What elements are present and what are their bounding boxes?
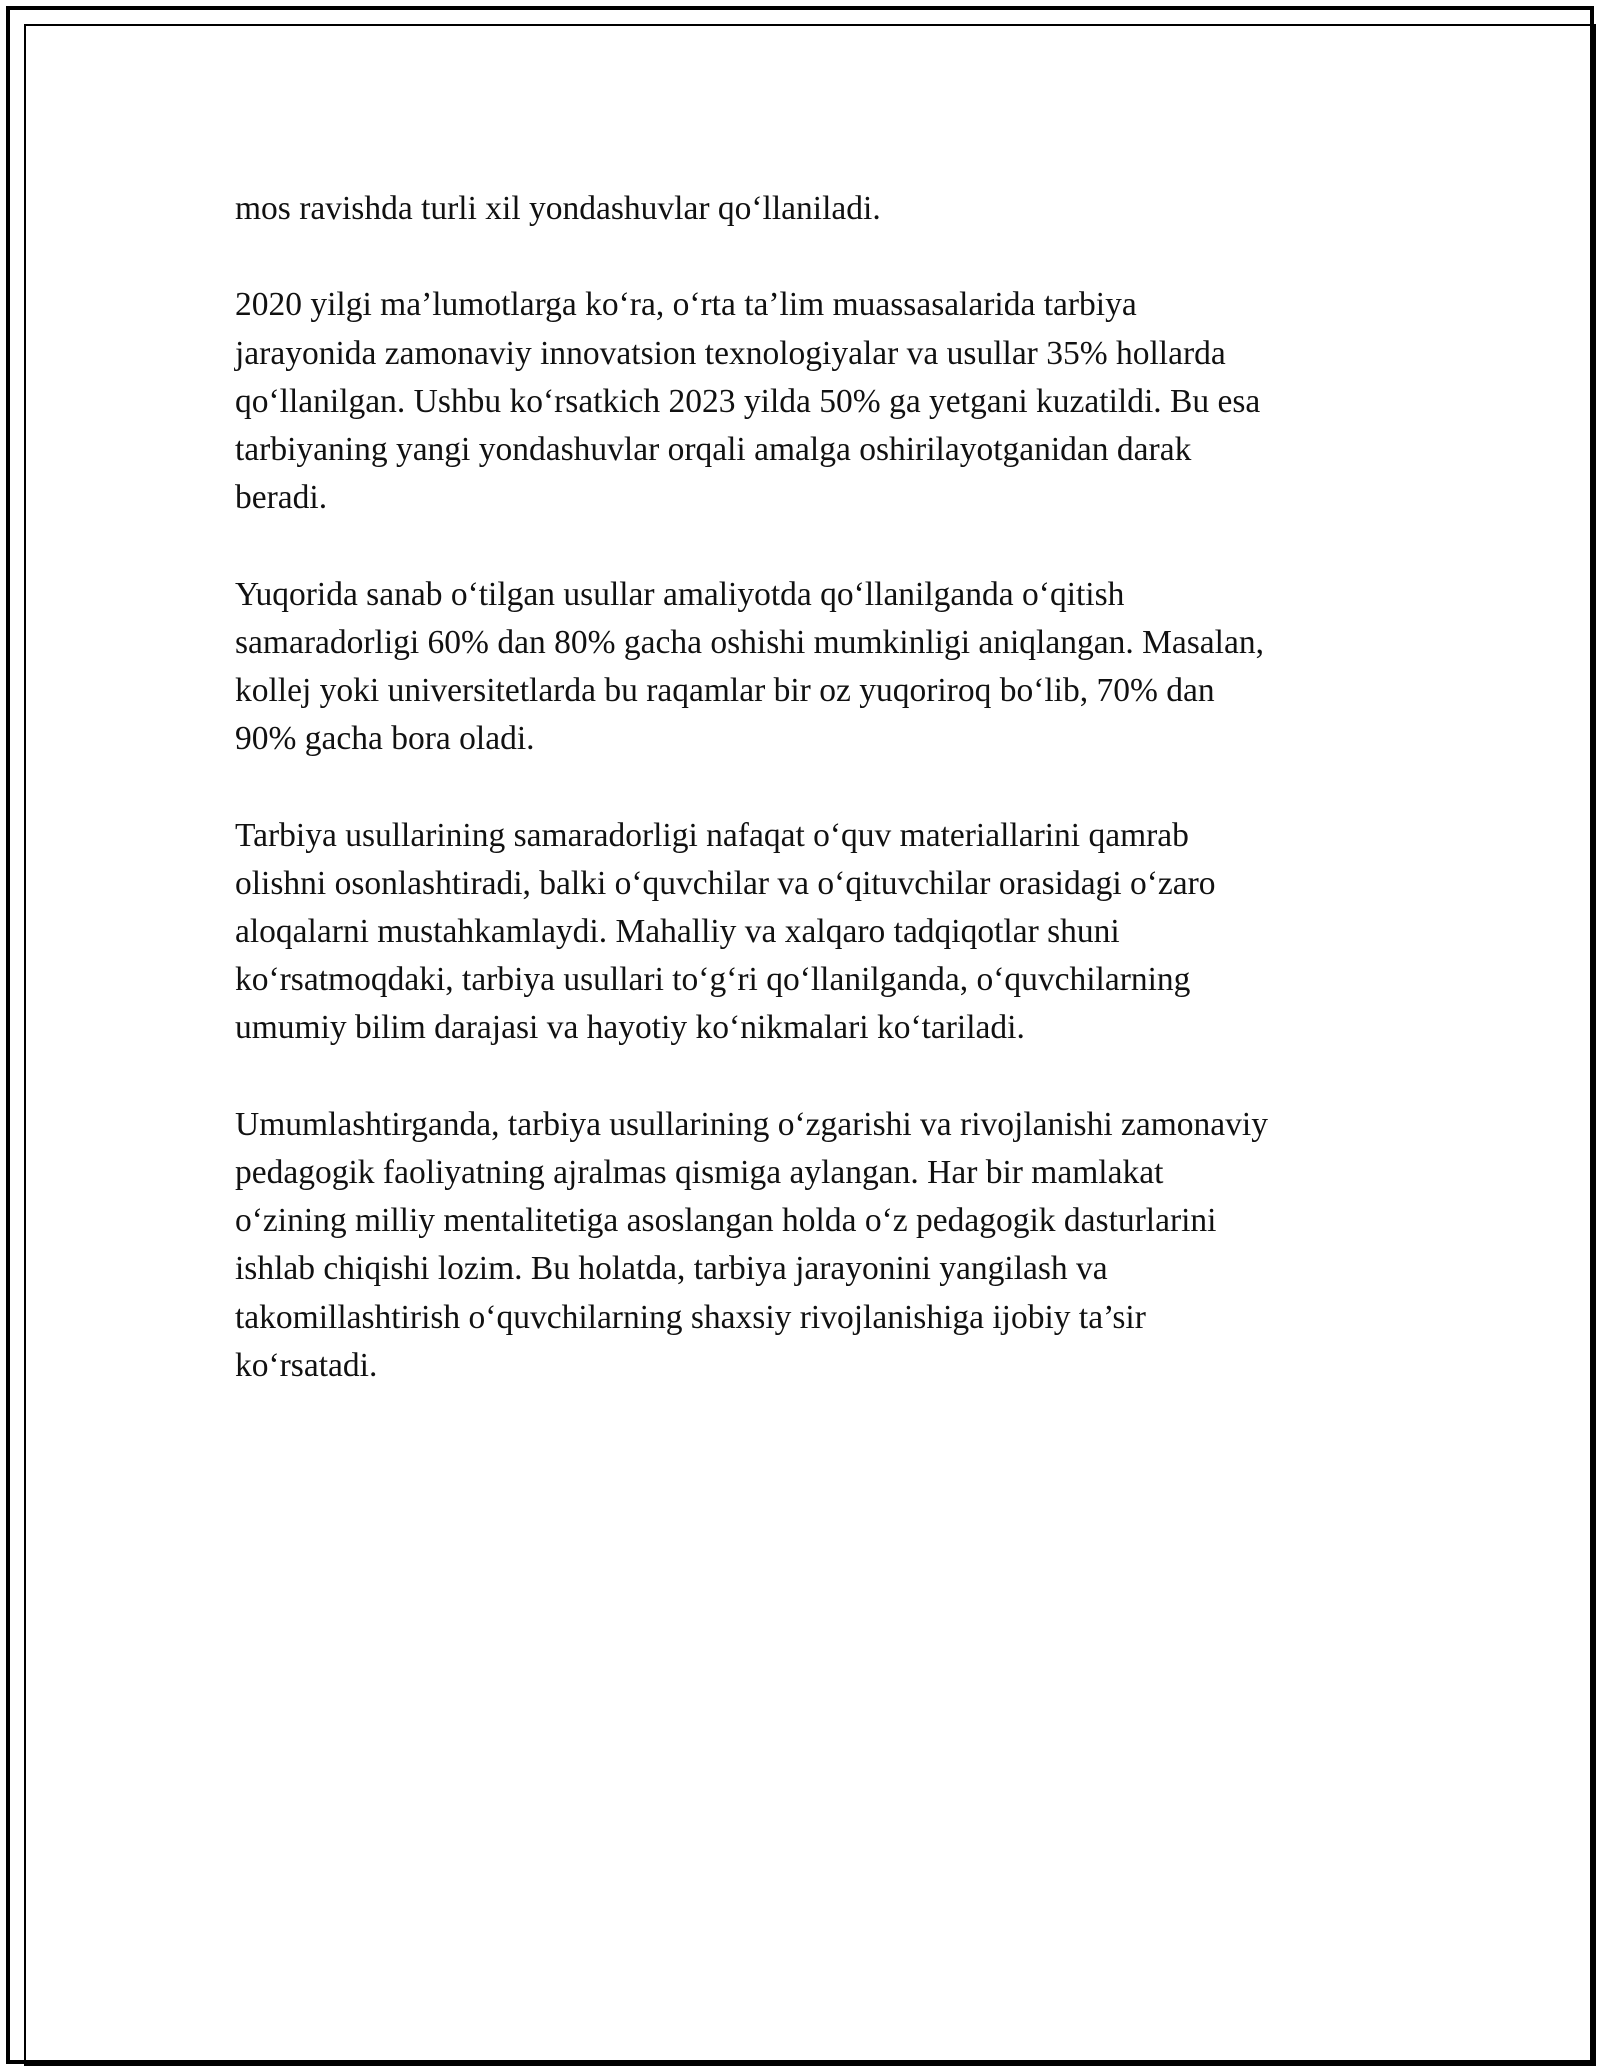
text-line: samaradorligi 60% dan 80% gacha oshishi mumkinligi aniqlangan. Masalan, <box>235 623 1264 661</box>
text-line: beradi. <box>235 479 328 517</box>
text-line: qo‘llanilgan. Ushbu ko‘rsatkich 2023 yilda 50% ga yetgani kuzatildi. Bu esa <box>235 382 1261 420</box>
text-line: 90% gacha bora oladi. <box>235 720 535 758</box>
text-line: mos ravishda turli xil yondashuvlar qo‘llaniladi. <box>235 190 881 227</box>
text-line: Tarbiya usullarining samaradorligi nafaqat o‘quv materiallarini qamrab <box>235 816 1189 854</box>
text-line: ko‘rsatmoqdaki, tarbiya usullari to‘g‘ri qo‘llanilganda, o‘quvchilarning <box>235 961 1191 999</box>
paragraph-5 <box>235 1101 1395 1390</box>
paragraph-2 <box>235 281 1395 522</box>
text-line: 2020 yilgi ma’lumotlarga ko‘ra, o‘rta ta’lim muassasalarida tarbiya <box>235 286 1137 324</box>
text-line: jarayonida zamonaviy innovatsion texnologiyalar va usullar 35% hollarda <box>235 334 1226 372</box>
text-line: Yuqorida sanab o‘tilgan usullar amaliyotda qo‘llanilganda o‘qitish <box>235 575 1125 613</box>
text-line: kollej yoki universitetlarda bu raqamlar bir oz yuqoriroq bo‘lib, 70% dan <box>235 672 1215 709</box>
text-line: pedagogik faoliyatning ajralmas qismiga aylangan. Har bir mamlakat <box>235 1154 1164 1191</box>
document-body <box>235 185 1395 1438</box>
paragraph-3 <box>235 571 1395 764</box>
text-line: umumiy bilim darajasi va hayotiy ko‘nikmalari ko‘tariladi. <box>235 1009 1025 1047</box>
text-line: o‘zining milliy mentalitetiga asoslangan holda o‘z pedagogik dasturlarini <box>235 1202 1217 1240</box>
text-line: Umumlashtirganda, tarbiya usullarining o‘zgarishi va rivojlanishi zamonaviy <box>235 1105 1268 1143</box>
text-line: ko‘rsatadi. <box>235 1346 378 1384</box>
text-line: olishni osonlashtiradi, balki o‘quvchilar va o‘qituvchilar orasidagi o‘zaro <box>235 864 1216 902</box>
paragraph-1 <box>235 185 1395 233</box>
text-line: ishlab chiqishi lozim. Bu holatda, tarbiya jarayonini yangilash va <box>235 1250 1108 1288</box>
paragraph-4 <box>235 812 1395 1053</box>
text-line: tarbiyaning yangi yondashuvlar orqali amalga oshirilayotganidan darak <box>235 431 1192 468</box>
text-line: aloqalarni mustahkamlaydi. Mahalliy va xalqaro tadqiqotlar shuni <box>235 913 1120 950</box>
text-line: takomillashtirish o‘quvchilarning shaxsiy rivojlanishiga ijobiy ta’sir <box>235 1298 1146 1336</box>
